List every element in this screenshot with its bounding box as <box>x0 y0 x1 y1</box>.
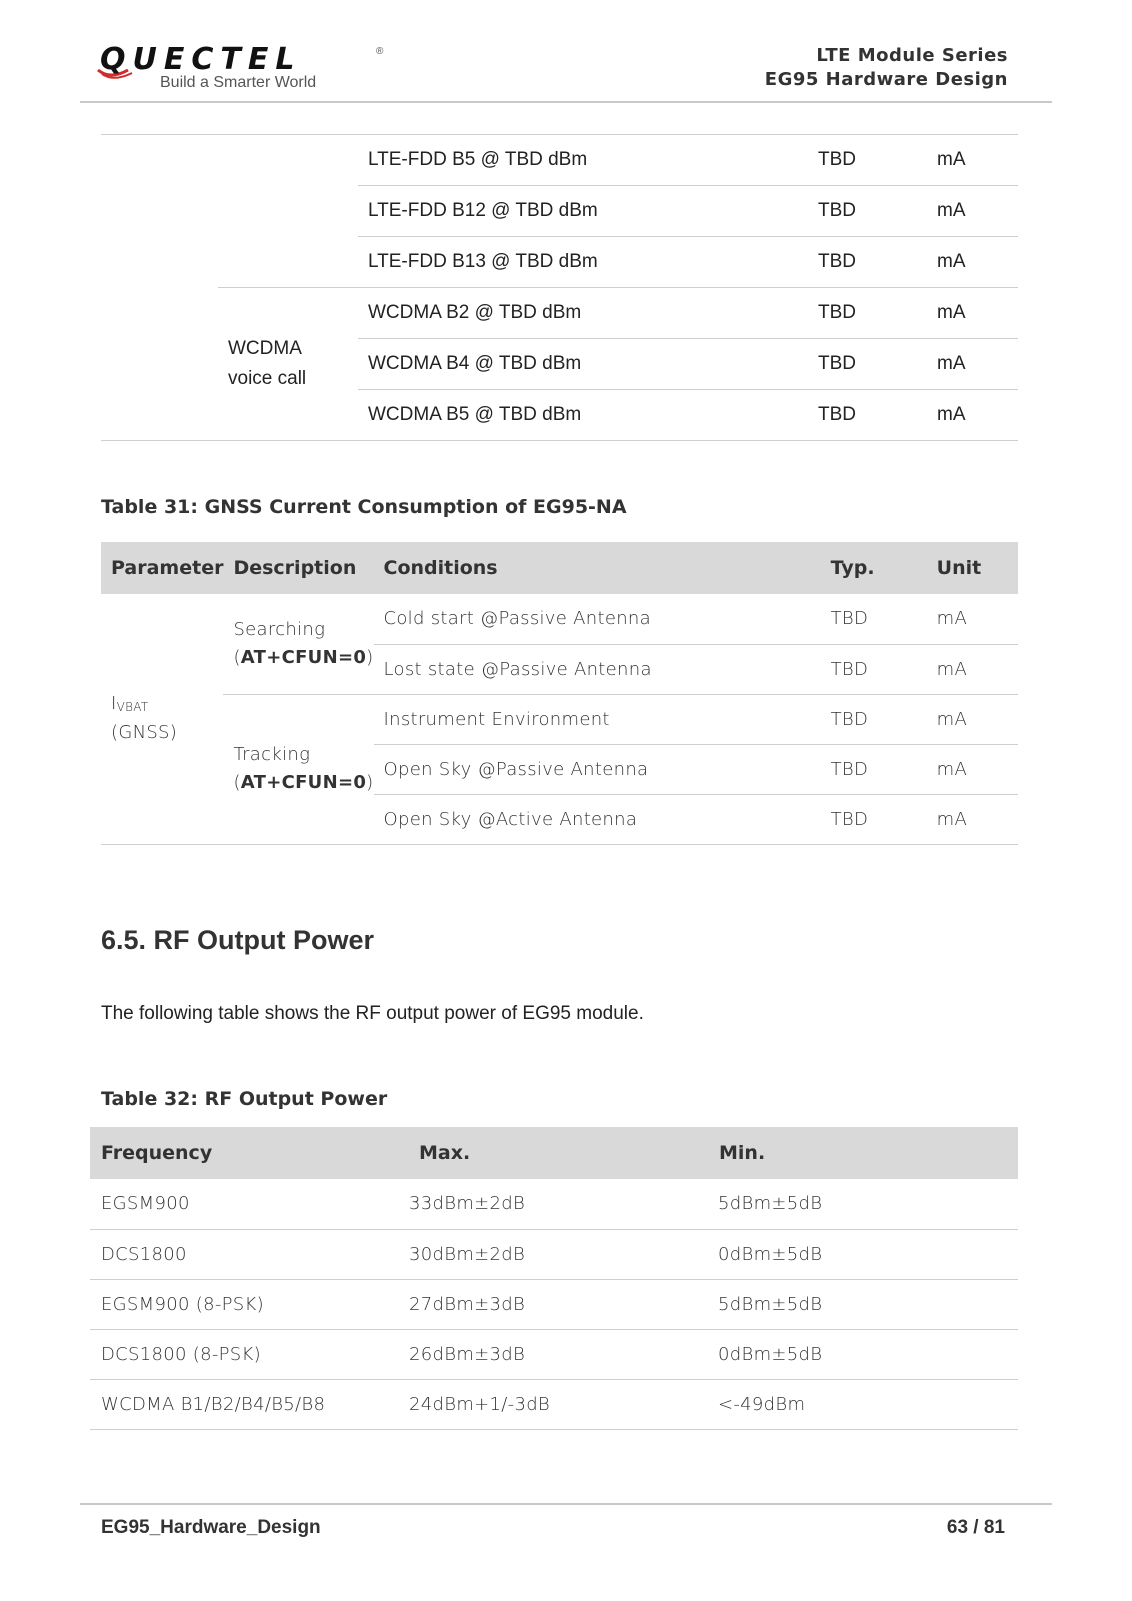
section-heading: 6.5. RF Output Power <box>101 925 375 955</box>
table-row <box>101 694 1018 744</box>
table31-header-row <box>101 542 1018 594</box>
typ-cell: TBD <box>808 288 927 339</box>
tracking-description-cell <box>223 694 373 844</box>
footer-document-name: EG95_Hardware_Design <box>101 1517 321 1538</box>
condition-cell: WCDMA B2 @ TBD dBm <box>358 288 808 339</box>
unit-cell: mA <box>927 694 1018 744</box>
table-row <box>101 288 1018 339</box>
min-cell: 0dBm±5dB <box>708 1229 1018 1279</box>
table31-caption: Table 31: GNSS Current Consumption of EG95-NA <box>101 496 627 518</box>
table-continued <box>101 134 1018 441</box>
frequency-cell: WCDMA B1/B2/B4/B5/B8 <box>90 1379 399 1429</box>
condition-cell: Cold start @Passive Antenna <box>374 594 821 644</box>
header-description: Description <box>223 542 373 594</box>
table31 <box>101 542 1018 845</box>
footer-divider <box>80 1503 1052 1505</box>
typ-cell: TBD <box>808 339 927 390</box>
logo-registered-mark: ® <box>376 46 384 57</box>
tracking-command: (AT+CFUN=0) <box>233 772 374 793</box>
condition-cell: WCDMA B5 @ TBD dBm <box>358 390 808 441</box>
header-max: Max. <box>399 1127 708 1179</box>
tracking-label: Tracking <box>233 744 311 765</box>
section-paragraph: The following table shows the RF output power of EG95 module. <box>101 1003 644 1024</box>
min-cell: 5dBm±5dB <box>708 1179 1018 1229</box>
min-cell: <-49dBm <box>708 1379 1018 1429</box>
wcdma-description-cell <box>218 288 358 441</box>
unit-cell: mA <box>927 594 1018 644</box>
header-parameter: Parameter <box>101 542 223 594</box>
typ-cell: TBD <box>821 794 927 844</box>
searching-command: (AT+CFUN=0) <box>233 646 374 668</box>
unit-cell: mA <box>927 794 1018 844</box>
typ-cell: TBD <box>808 237 927 288</box>
header-typ: Typ. <box>821 542 927 594</box>
typ-cell: TBD <box>821 644 927 694</box>
unit-cell: mA <box>927 288 1018 339</box>
min-cell: 0dBm±5dB <box>708 1329 1018 1379</box>
header-document: EG95 Hardware Design <box>764 69 1008 90</box>
max-cell: 27dBm±3dB <box>399 1279 708 1329</box>
unit-cell: mA <box>927 186 1018 237</box>
table-row <box>90 1279 1018 1329</box>
unit-cell: mA <box>927 237 1018 288</box>
unit-cell: mA <box>927 390 1018 441</box>
header-conditions: Conditions <box>374 542 821 594</box>
header-title <box>765 44 1008 92</box>
table-row <box>90 1229 1018 1279</box>
table-row <box>90 1179 1018 1229</box>
header-min: Min. <box>708 1127 1018 1179</box>
typ-cell: TBD <box>821 744 927 794</box>
condition-cell: Open Sky @Passive Antenna <box>374 744 821 794</box>
typ-cell: TBD <box>821 694 927 744</box>
typ-cell: TBD <box>808 135 927 186</box>
condition-cell: Open Sky @Active Antenna <box>374 794 821 844</box>
description-cell-empty <box>218 135 358 288</box>
logo-tagline: Build a Smarter World <box>160 74 317 91</box>
table-row <box>90 1329 1018 1379</box>
unit-cell: mA <box>927 339 1018 390</box>
max-cell: 26dBm±3dB <box>399 1329 708 1379</box>
parameter-cell <box>101 594 223 844</box>
min-cell: 5dBm±5dB <box>708 1279 1018 1329</box>
max-cell: 24dBm+1/-3dB <box>399 1379 708 1429</box>
table-row <box>90 1379 1018 1429</box>
typ-cell: TBD <box>821 594 927 644</box>
logo-wordmark: QUECTEL <box>100 42 302 77</box>
frequency-cell: EGSM900 (8-PSK) <box>90 1279 399 1329</box>
table-row <box>101 135 1018 186</box>
param-ivbat: $I_{VBAT}$ <box>111 693 149 715</box>
condition-cell: LTE-FDD B13 @ TBD dBm <box>358 237 808 288</box>
param-gnss: (GNSS) <box>111 722 178 744</box>
frequency-cell: DCS1800 (8-PSK) <box>90 1329 399 1379</box>
typ-cell: TBD <box>808 186 927 237</box>
condition-cell: Lost state @Passive Antenna <box>374 644 821 694</box>
wcdma-desc-line1: WCDMA <box>228 338 302 359</box>
header-frequency: Frequency <box>90 1127 399 1179</box>
parameter-cell-empty <box>101 135 218 441</box>
unit-cell: mA <box>927 135 1018 186</box>
frequency-cell: DCS1800 <box>90 1229 399 1279</box>
max-cell: 30dBm±2dB <box>399 1229 708 1279</box>
table32 <box>90 1127 1018 1430</box>
unit-cell: mA <box>927 644 1018 694</box>
searching-label: Searching <box>233 618 326 640</box>
typ-cell: TBD <box>808 390 927 441</box>
table-row <box>101 594 1018 644</box>
quectel-logo <box>100 44 390 96</box>
searching-description-cell <box>223 594 373 694</box>
unit-cell: mA <box>927 744 1018 794</box>
table32-header-row <box>90 1127 1018 1179</box>
condition-cell: LTE-FDD B5 @ TBD dBm <box>358 135 808 186</box>
wcdma-desc-line2: voice call <box>228 368 307 389</box>
table32-caption: Table 32: RF Output Power <box>101 1088 388 1110</box>
footer-page-number: 63 / 81 <box>946 1517 1005 1538</box>
header-unit: Unit <box>927 542 1018 594</box>
condition-cell: LTE-FDD B12 @ TBD dBm <box>358 186 808 237</box>
frequency-cell: EGSM900 <box>90 1179 399 1229</box>
header-series: LTE Module Series <box>816 45 1008 66</box>
condition-cell: Instrument Environment <box>374 694 821 744</box>
max-cell: 33dBm±2dB <box>399 1179 708 1229</box>
condition-cell: WCDMA B4 @ TBD dBm <box>358 339 808 390</box>
header-divider <box>80 101 1052 103</box>
